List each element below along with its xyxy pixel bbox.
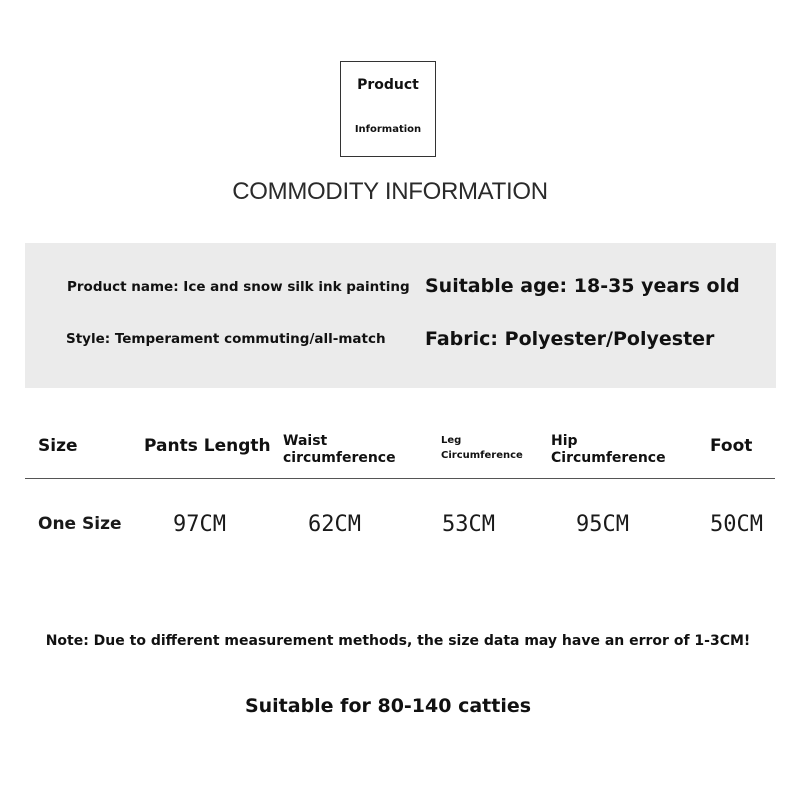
cell-pants-length: 97CM	[173, 512, 226, 537]
header-leg-line1: Leg	[441, 435, 462, 446]
header-size: Size	[38, 436, 78, 456]
header-waist-line2: circumference	[283, 449, 396, 466]
cell-leg: 53CM	[442, 512, 495, 537]
section-title: COMMODITY INFORMATION	[232, 178, 548, 205]
header-hip-circumference	[551, 433, 666, 467]
header-leg-circumference	[441, 434, 523, 463]
box-title-product: Product	[357, 77, 419, 93]
cell-waist: 62CM	[308, 512, 361, 537]
suitable-weight: Suitable for 80-140 catties	[244, 695, 532, 717]
measurement-note: Note: Due to different measurement methods, the size data may have an error of 1-3CM!	[45, 633, 751, 649]
suitable-age: Suitable age: 18-35 years old	[425, 275, 740, 297]
table-divider	[25, 478, 775, 479]
header-pants-length: Pants Length	[144, 436, 271, 456]
header-hip-line1: Hip	[551, 433, 578, 449]
cell-hip: 95CM	[576, 512, 629, 537]
cell-foot: 50CM	[710, 512, 763, 537]
product-information-box	[340, 61, 436, 157]
style: Style: Temperament commuting/all-match	[66, 331, 386, 347]
header-leg-line2: Circumference	[441, 449, 523, 461]
product-info-panel	[25, 243, 776, 388]
row-size-label: One Size	[38, 514, 122, 534]
product-name: Product name: Ice and snow silk ink painting	[67, 279, 410, 295]
header-waist-line1: Waist	[283, 433, 328, 449]
fabric: Fabric: Polyester/Polyester	[425, 328, 715, 350]
header-foot: Foot	[710, 436, 753, 456]
box-title-information: Information	[354, 124, 422, 135]
header-hip-line2: Circumference	[551, 449, 666, 466]
header-waist-circumference	[283, 433, 396, 467]
